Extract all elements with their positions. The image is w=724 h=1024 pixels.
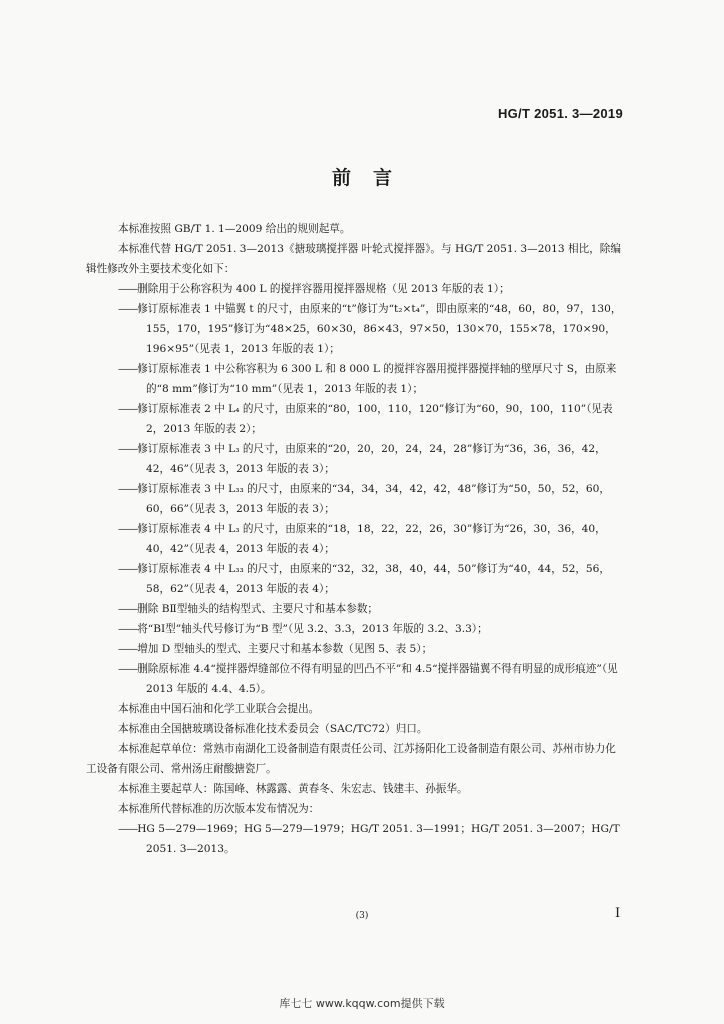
list-item: ——删除用于公称容积为 400 L 的搅拌容器用搅拌器规格（见 2013 年版的表 1）； [118, 283, 510, 295]
watermark-footer: 库七七 www.kqqw.com提供下载 [279, 997, 445, 1010]
history-list-item: ——HG 5—279—1969；HG 5—279—1979；HG/T 2051. 3—1991；HG/T 2051. 3—2007；HG/T 2051. 3—2013。 [118, 823, 620, 855]
history-heading-paragraph: 本标准所代替标准的历次版本发布情况为： [118, 803, 320, 815]
document-body [86, 219, 626, 859]
drafting-rule-paragraph: 本标准按照 GB/T 1. 1—2009 给出的规则起草。 [118, 223, 351, 235]
drafters-paragraph: 本标准主要起草人：陈国峰、林露露、黄春冬、朱宏志、钱建丰、孙振华。 [118, 783, 468, 795]
list-item: ——增加 D 型轴头的型式、主要尺寸和基本参数（见图 5、表 5）； [118, 643, 433, 655]
list-item: ——修订原标准表 3 中 L₃ 的尺寸，由原来的“20，20，20，24，24，28”修订为“36，36，36，42，42，46”（见表 3，2013 年版的表 3）； [118, 443, 606, 475]
page-number: (3) [355, 911, 369, 921]
list-item: ——修订原标准表 4 中 L₃ 的尺寸，由原来的“18，18，22，22，26，30”修订为“26，30，36，40，40，42”（见表 4，2013 年版的表 4）； [118, 523, 606, 555]
drafting-units-paragraph: 本标准起草单位：常熟市南湖化工设备制造有限责任公司、江苏扬阳化工设备制造有限公司、苏州市协力化工设备有限公司、常州汤庄耐酸搪瓷厂。 [86, 743, 616, 775]
roman-page-number: Ⅰ [615, 906, 621, 921]
list-item: ——修订原标准表 2 中 L₄ 的尺寸，由原来的“80，100，110，120”修订为“60，90，100，110”（见表 2，2013 年版的表 2）； [118, 403, 613, 435]
list-item: ——将“BⅠ型”轴头代号修订为“B 型”（见 3.2、3.3，2013 年版的 3.2、3.3）； [118, 623, 488, 635]
list-item: ——修订原标准表 1 中锚翼 t 的尺寸，由原来的“t”修订为“t₂×t₄”，即由原来的“48，60，80，97，130，155，170，195”修订为“48×25，60×30，86×43，97×50，130×70，155×78，170×90，196×95”（见表 1，2013 年版的表 1）； [118, 303, 622, 355]
list-item: ——修订原标准表 4 中 L₃₃ 的尺寸，由原来的“32，32，38，40，44，50”修订为“40，44，52，56，58，62”（见表 4，2013 年版的表 4）； [118, 563, 611, 595]
page-title: 前言 [331, 167, 414, 189]
standard-code: HG/T 2051. 3—2019 [497, 106, 623, 121]
replacement-paragraph: 本标准代替 HG/T 2051. 3—2013《搪玻璃搅拌器 叶轮式搅拌器》。与 HG/T 2051. 3—2013 相比，除编辑性修改外主要技术变化如下： [86, 243, 621, 275]
proposer-paragraph: 本标准由中国石油和化学工业联合会提出。 [118, 703, 320, 715]
list-item: ——修订原标准表 1 中公称容积为 6 300 L 和 8 000 L 的搅拌容器用搅拌器搅拌轴的壁厚尺寸 S，由原来的“8 mm”修订为“10 mm”（见表 1，2013 年版的表 1）； [118, 363, 617, 395]
committee-paragraph: 本标准由全国搪玻璃设备标准化技术委员会（SAC/TC72）归口。 [118, 723, 428, 735]
list-item: ——修订原标准表 3 中 L₃₃ 的尺寸，由原来的“34，34，34，42，42，48”修订为“50，50，52，60，60，66”（见表 3，2013 年版的表 3）； [118, 483, 611, 515]
list-item: ——删除 BⅡ型轴头的结构型式、主要尺寸和基本参数； [118, 603, 379, 615]
list-item: ——删除原标准 4.4“搅拌器焊缝部位不得有明显的凹凸不平”和 4.5“搅拌器锚翼不得有明显的成形痕迹”（见 2013 年版的 4.4、4.5）。 [118, 663, 618, 695]
